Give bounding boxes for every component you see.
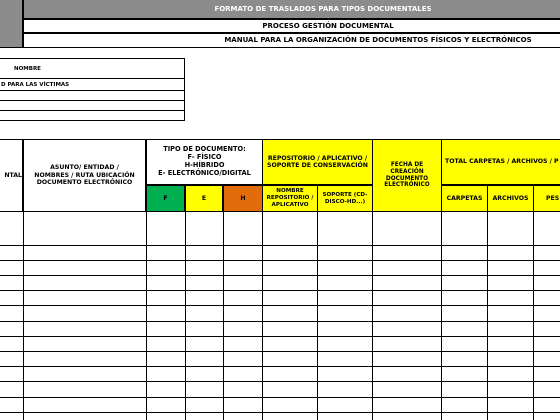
info-label-name: NOMBRE — [14, 66, 41, 72]
table-row-line — [0, 397, 560, 398]
grid-line — [487, 211, 488, 420]
grid-line — [441, 211, 442, 420]
table-row-line — [0, 412, 560, 413]
tipo-h-cell: H — [223, 185, 263, 212]
divider — [0, 100, 184, 101]
grid-line — [317, 211, 318, 420]
manual-name: MANUAL PARA LA ORGANIZACIÓN DE DOCUMENTOS FÍSICOS Y ELECTRÓNICOS — [23, 33, 560, 48]
grid-line — [533, 211, 534, 420]
table-row-line — [0, 321, 560, 322]
table-row-line — [0, 275, 560, 276]
table-row-line — [0, 366, 560, 367]
table-row-line — [0, 260, 560, 261]
table-row-line — [0, 336, 560, 337]
sub-header-peso: PES — [533, 185, 560, 212]
logo-placeholder — [0, 0, 23, 48]
col-header-asunto: ASUNTO/ ENTIDAD / NOMBRES / RUTA UBICACIÓN DOCUMENTO ELECTRÓNICO — [23, 139, 146, 212]
col-header-mental — [0, 139, 23, 212]
table-row-line — [0, 290, 560, 291]
col-header-mental-text: NTAL — [4, 171, 22, 179]
document-title: FORMATO DE TRASLADOS PARA TIPOS DOCUMENTALES — [23, 0, 560, 19]
divider — [0, 110, 184, 111]
sub-header-carpetas: CARPETAS — [441, 185, 488, 212]
process-name: PROCESO GESTIÓN DOCUMENTAL — [23, 19, 560, 33]
table-row-line — [0, 351, 560, 352]
tipo-f-cell: F — [146, 185, 185, 212]
grid-line — [262, 211, 263, 420]
col-header-total: TOTAL CARPETAS / ARCHIVOS / P — [441, 139, 560, 185]
info-box — [0, 58, 185, 121]
tipo-e-cell: E — [185, 185, 223, 212]
col-header-tipo-documento: TIPO DE DOCUMENTO: F- FÍSICO H-HÍBRIDO E- ELECTRÓNICO/DIGITAL — [146, 139, 263, 185]
sub-header-archivos: ARCHIVOS — [487, 185, 534, 212]
grid-line — [372, 211, 373, 420]
sub-header-nombre-repositorio: NOMBRE REPOSITORIO / APLICATIVO — [262, 185, 318, 212]
col-header-repositorio: REPOSITORIO / APLICATIVO / SOPORTE DE CONSERVACIÓN — [262, 139, 373, 185]
divider — [0, 90, 184, 91]
divider — [0, 78, 184, 79]
grid-line — [23, 211, 24, 420]
table-row-line — [0, 245, 560, 246]
info-label-victims: D PARA LAS VÍCTIMAS — [1, 82, 70, 88]
col-header-fecha-creacion: FECHA DE CREACIÓN DOCUMENTO ELECTRÓNICO — [372, 139, 442, 212]
sub-header-soporte: SOPORTE (CD-DISCO-HD...) — [317, 185, 373, 212]
grid-line — [223, 211, 224, 420]
grid-line — [185, 211, 186, 420]
grid-line — [146, 211, 147, 420]
table-row-line — [0, 305, 560, 306]
table-row-line — [0, 381, 560, 382]
